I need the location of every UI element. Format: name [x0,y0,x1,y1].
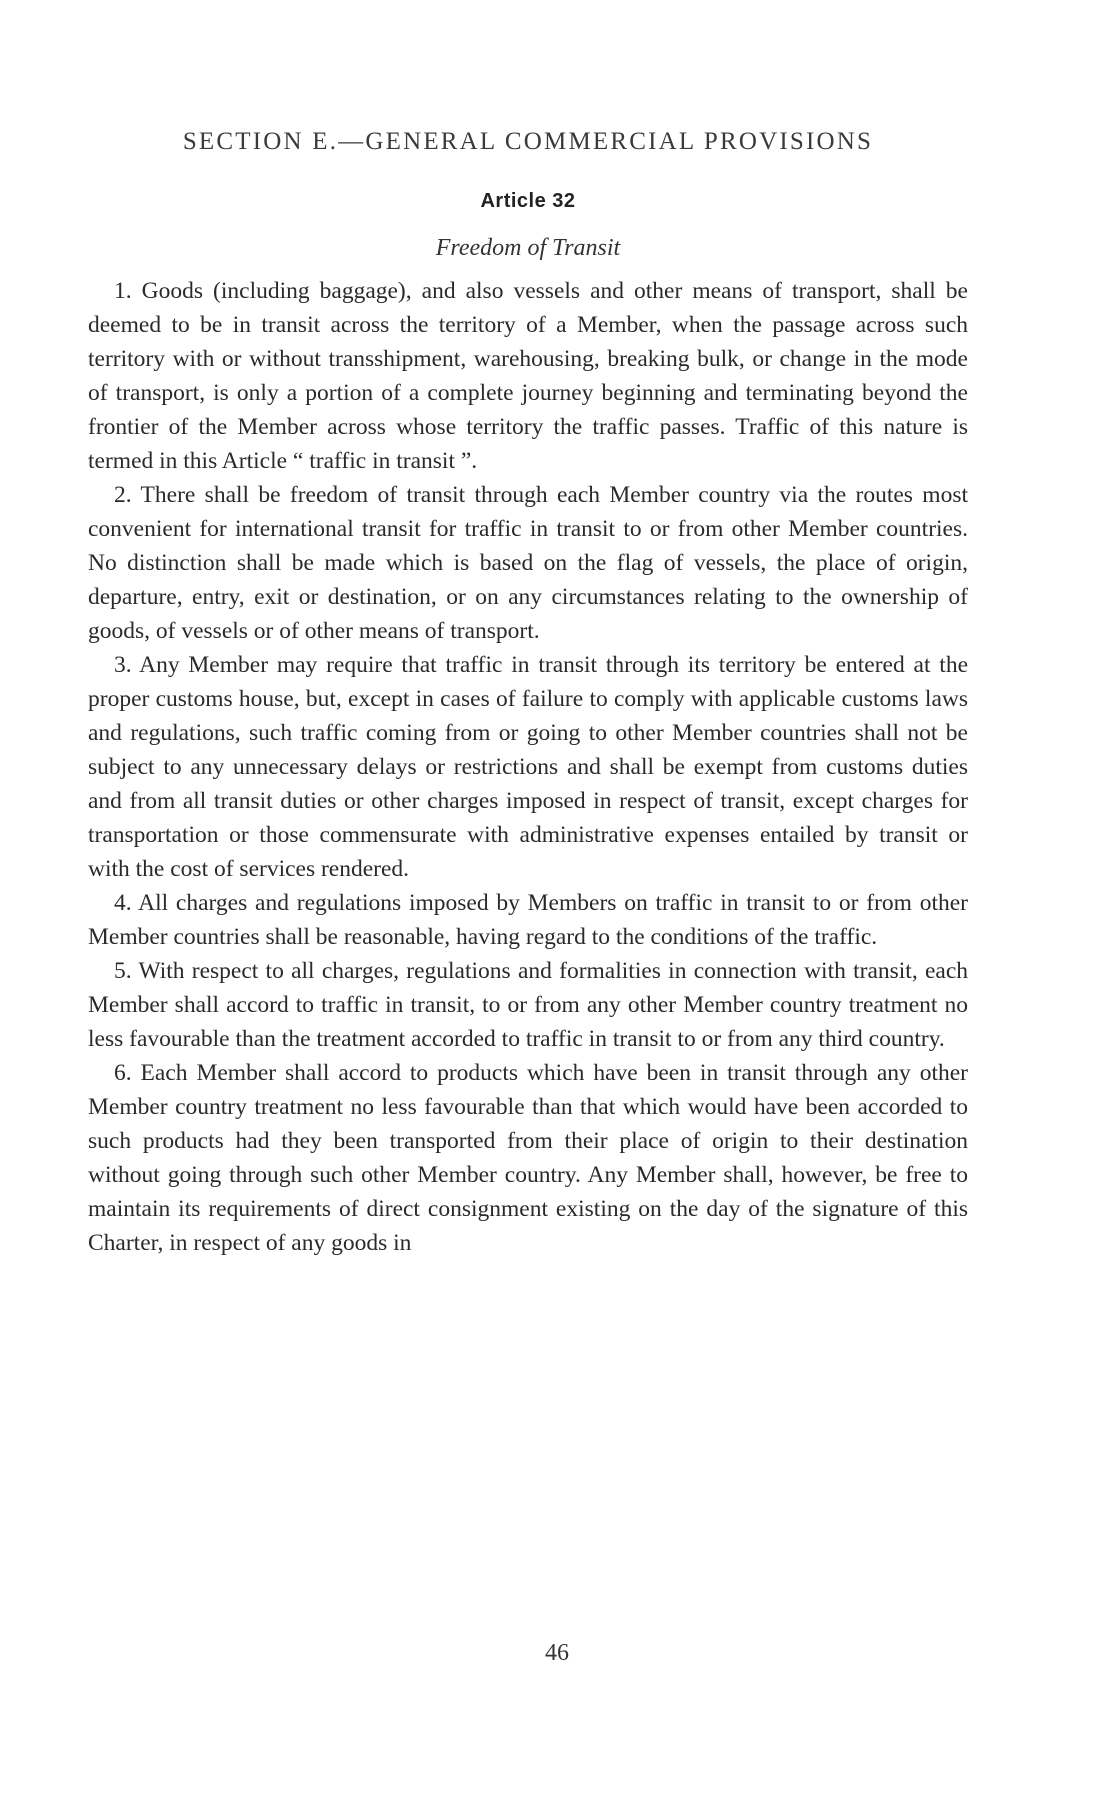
section-heading: SECTION E.—GENERAL COMMERCIAL PROVISIONS [182,128,874,155]
paragraph-4: 4. All charges and regulations imposed by Members on traffic in transit to or from other Member countries shall be reasonable, having regard to the conditions of the traffic. [88,890,968,950]
article-title: Article 32 [480,190,576,212]
paragraph-1: 1. Goods (including baggage), and also vessels and other means of transport, shall be deemed to be in transit across the territory of a Member, when the passage across such territory with or without transshipment, warehousing, breaking bulk, or change in the mode of transport, is only a portion of a complete journey beginning and terminating beyond the frontier of the Member across whose territory the traffic passes. Traffic of this nature is termed in this Article “ traffic in transit ”. [88,278,968,474]
document-page [88,128,968,1260]
paragraph-5: 5. With respect to all charges, regulations and formalities in connection with transit, each Member shall accord to traffic in transit, to or from any other Member country treatment no less favourable than the treatment accorded to traffic in transit to or from any third country. [88,958,968,1052]
paragraph-3: 3. Any Member may require that traffic in transit through its territory be entered at the proper customs house, but, except in cases of failure to comply with applicable customs laws and regulations, such traffic coming from or going to other Member countries shall not be subject to any unnecessary delays or restrictions and shall be exempt from customs duties and from all transit duties or other charges imposed in respect of transit, except charges for transportation or those commensurate with administrative expenses entailed by transit or with the cost of services rendered. [88,652,968,882]
paragraph-2: 2. There shall be freedom of transit through each Member country via the routes most convenient for international transit for traffic in transit to or from other Member countries. No distinction shall be made which is based on the flag of vessels, the place of origin, departure, entry, exit or destination, or on any circumstances relating to the ownership of goods, of vessels or of other means of transport. [88,482,968,644]
page-number: 46 [545,1640,569,1666]
paragraph-6: 6. Each Member shall accord to products which have been in transit through any other Member country treatment no less favourable than that which would have been accorded to such products had they been transported from their place of origin to their destination without going through such other Member country. Any Member shall, however, be free to maintain its requirements of direct consignment existing on the day of the signature of this Charter, in respect of any goods in [88,1060,968,1256]
article-subtitle: Freedom of Transit [435,235,621,261]
